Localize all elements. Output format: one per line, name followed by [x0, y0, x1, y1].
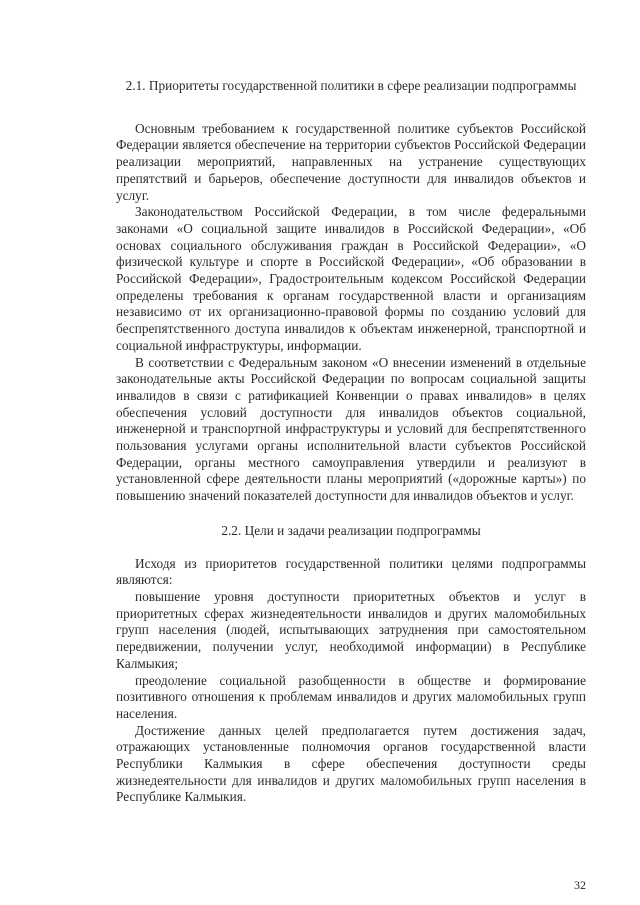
paragraph-federal-law: В соответствии с Федеральным законом «О внесении изменений в отдельные законодательные акты Российской Федерации по вопросам социальной защиты инвалидов в связи с ратификацией Конвенции о правах инвалидов» в целях обеспечения условий доступности для инвалидов объектов социальной, инженерной и транспортной инфраструктуры и условий для беспрепятственного пользования услугами органы исполнительной власти субъектов Российской Федерации, органы местного самоуправления утвердили и реализуют в установленной сфере деятельности планы мероприятий («дорожные карты») по повышению значений показателей доступности для инвалидов объектов и услуг.: [116, 354, 586, 504]
paragraph-tasks: Достижение данных целей предполагается путем достижения задач, отражающих установленные полномочия органов государственной власти Республики Калмыкия в сфере обеспечения доступности среды жизнедеятельности для инвалидов и других маломобильных групп населения в Республике Калмыкия.: [116, 722, 586, 805]
page-number: 32: [574, 878, 586, 892]
paragraph-goal-social: преодоление социальной разобщенности в обществе и формирование позитивного отношения к проблемам инвалидов и других маломобильных групп населения.: [116, 672, 586, 721]
paragraph-goals-intro: Исходя из приоритетов государственной политики целями подпрограммы являются:: [116, 555, 586, 588]
section-heading-2-1: 2.1. Приоритеты государственной политики в сфере реализации подпрограммы: [125, 78, 577, 93]
document-body: [116, 68, 586, 806]
section-heading-2-2: 2.2. Цели и задачи реализации подпрограммы: [221, 522, 481, 538]
paragraph-legislation: Законодательством Российской Федерации, в том числе федеральными законами «О социальной защите инвалидов в Российской Федерации», «Об основах социального обслуживания граждан в Российской Федерации», «О физической культуре и спорте в Российской Федерации», «Об образовании в Российской Федерации», Градостроительным кодексом Российской Федерации определены требования к органам государственной власти и организациям независимо от их организационно-правовой формы по созданию условий для беспрепятственного доступа инвалидов к объектам инженерной, транспортной и социальной инфраструктуры, информации.: [116, 204, 586, 353]
paragraph-requirement: Основным требованием к государственной политике субъектов Российской Федерации является обеспечение на территории субъектов Российской Федерации реализации мероприятий, направленных на устранение существующих препятствий и барьеров, обеспечение доступности для инвалидов объектов и услуг.: [116, 120, 586, 203]
paragraph-goal-accessibility: повышение уровня доступности приоритетных объектов и услуг в приоритетных сферах жизнедеятельности инвалидов и других маломобильных групп населения (людей, испытывающих затруднения при самостоятельном передвижении, получении услуг, необходимой информации) в Республике Калмыкия;: [116, 588, 586, 671]
